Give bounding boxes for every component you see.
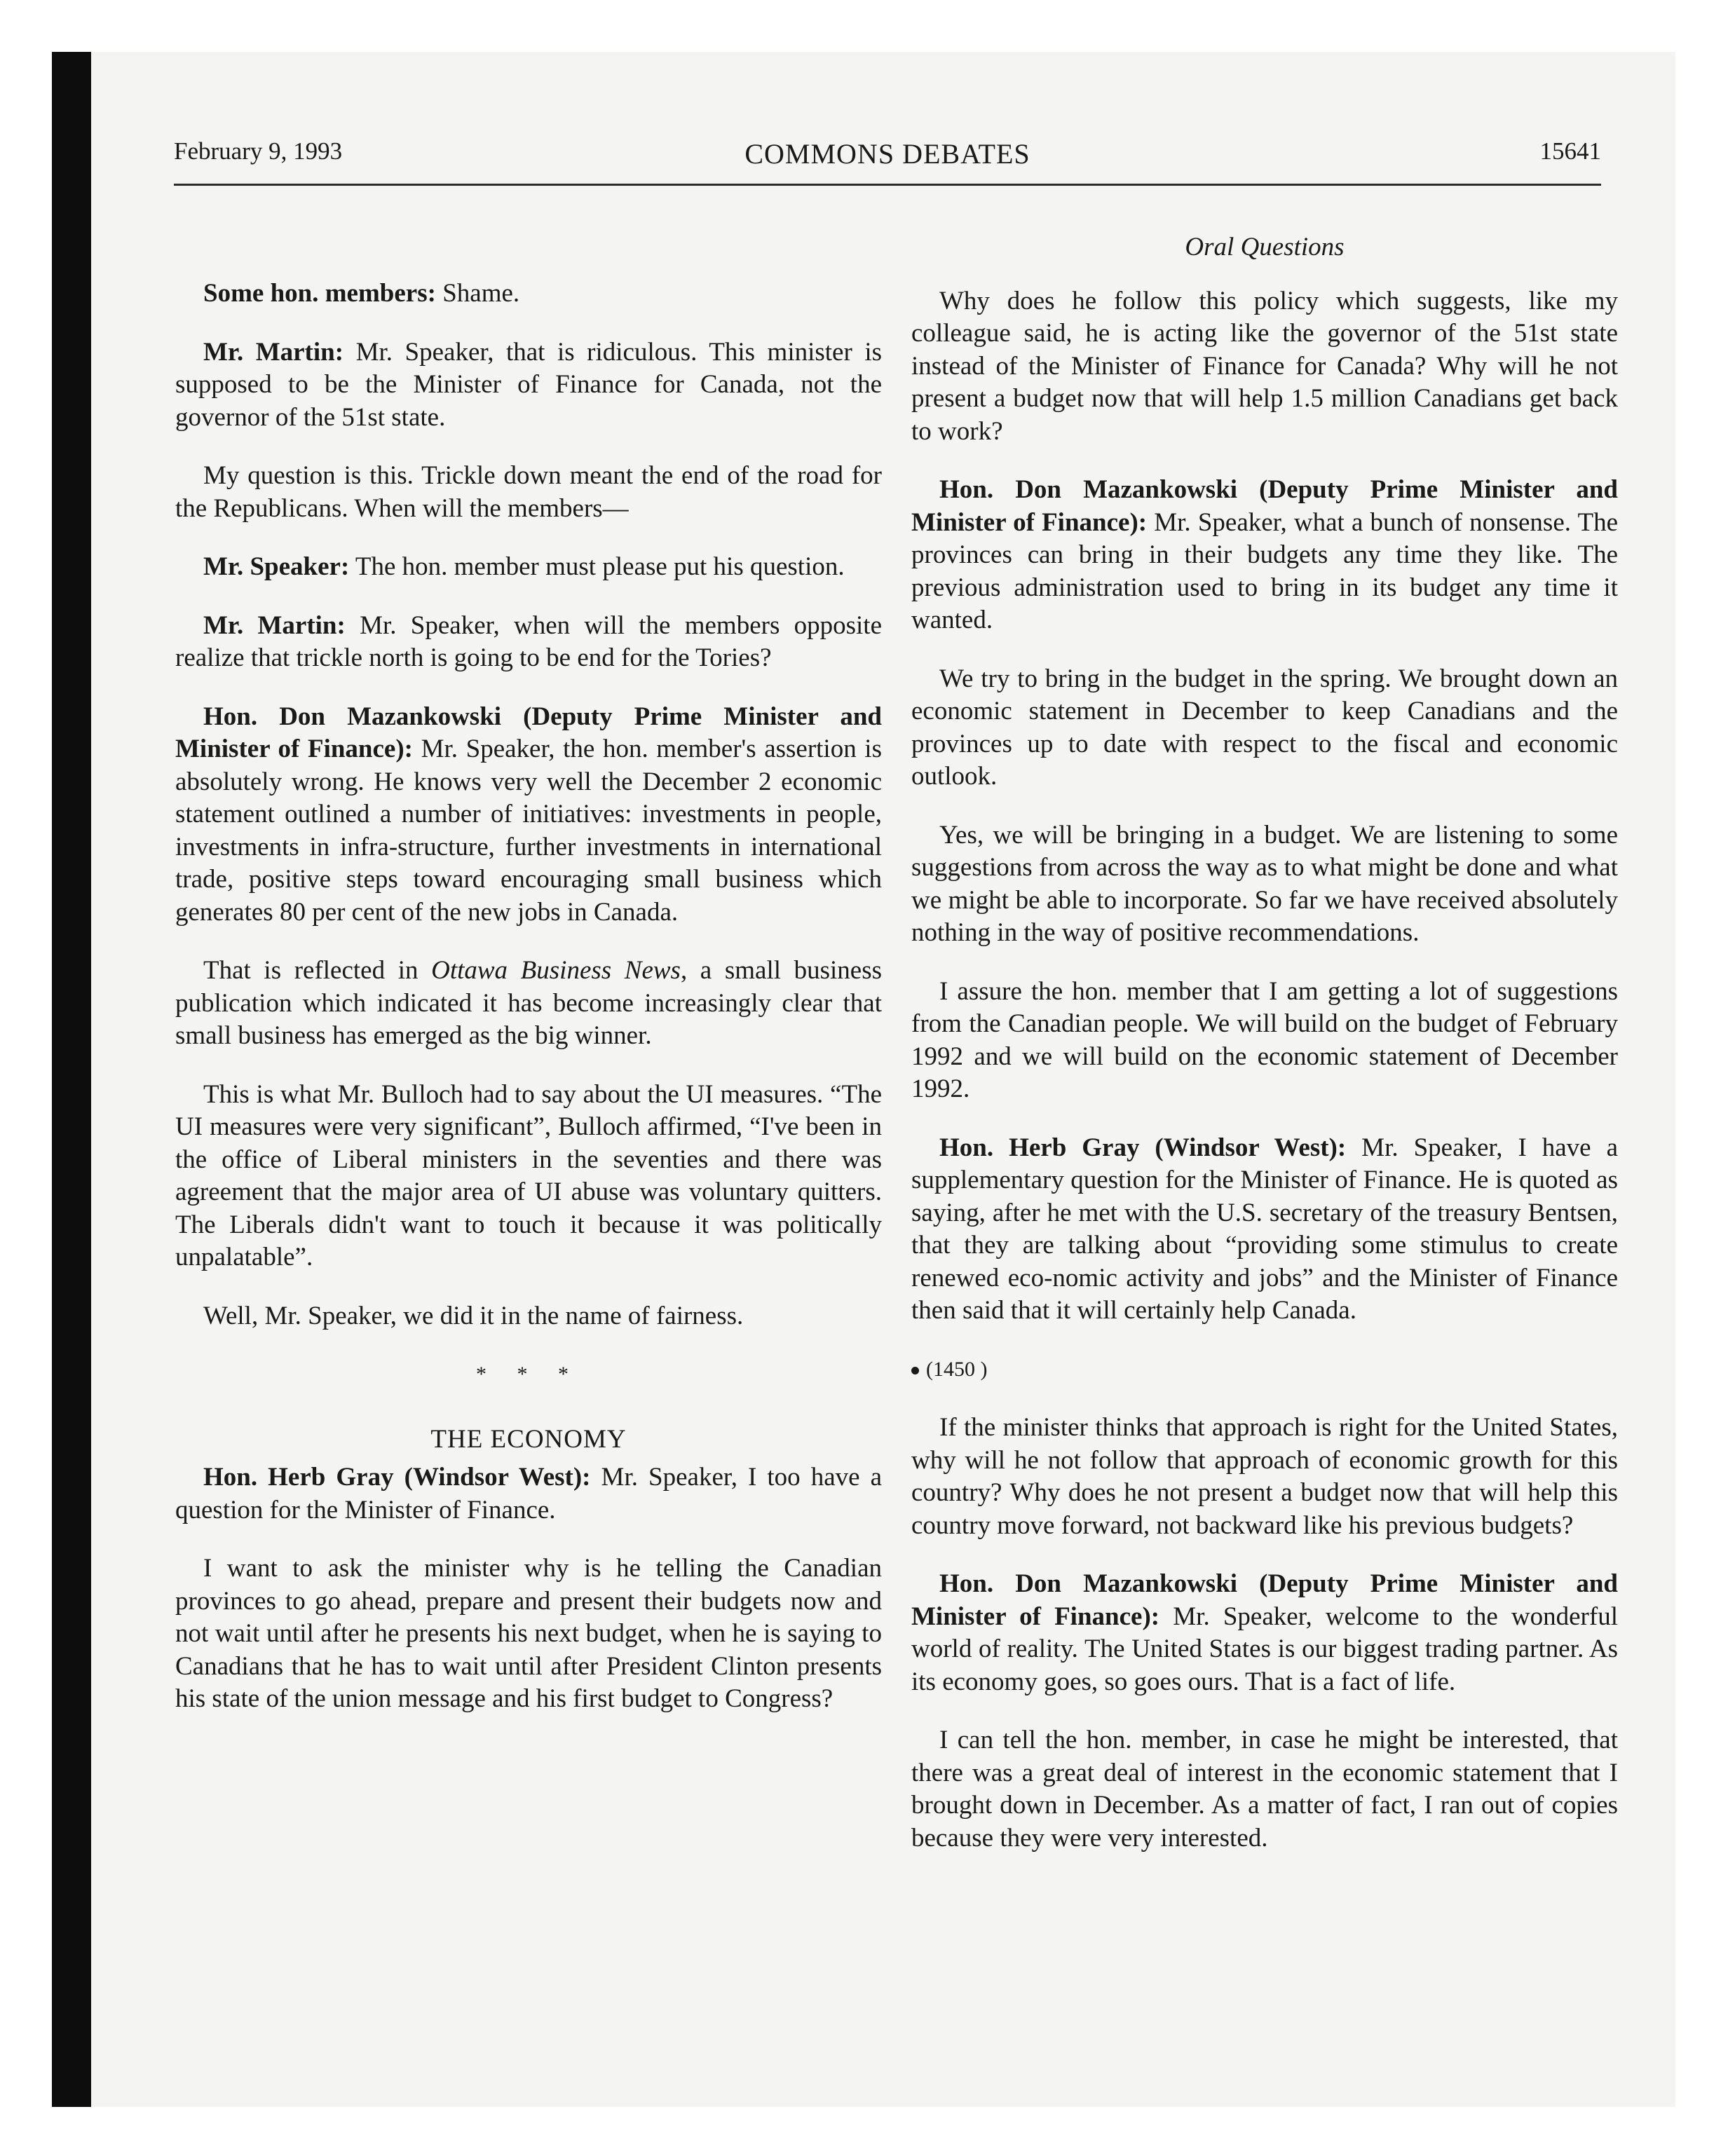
speech-text: Shame. xyxy=(435,279,520,308)
paragraph: Well, Mr. Speaker, we did it in the name of fairness. xyxy=(203,1301,744,1330)
speech-text: Mr. Speaker, welcome to the wonderful world of reality. The United States is our biggest trading partner. As its economy goes, so goes ours. That is a fact of life. xyxy=(911,1602,1618,1696)
speaker-name: Some hon. members: xyxy=(203,279,436,308)
running-section-label: Oral Questions xyxy=(1185,233,1345,261)
bullet-icon xyxy=(911,1367,919,1374)
speech-text: Mr. Speaker, that is ridiculous. This minister is supposed to be the Minister of Finance for Canada, not the governor of the 51st state. xyxy=(175,337,882,432)
header-title: COMMONS DEBATES xyxy=(744,138,1030,170)
speech-text: Mr. Speaker, the hon. member's assertion is absolutely wrong. He knows very well the December 2 economic statement outlined a number of initiatives: investments in people, investments in infra-structure, further investments in international trade, positive steps toward encouraging small business which generates 80 per cent of the new jobs in Canada. xyxy=(175,735,882,927)
paragraph: We try to bring in the budget in the spring. We brought down an economic statement in December to keep Canadians and the provinces up to date with respect to the fiscal and economic outlook. xyxy=(911,664,1618,791)
section-heading: THE ECONOMY xyxy=(430,1424,627,1454)
left-column xyxy=(175,278,882,1742)
speech-text: Mr. Speaker, I have a supplementary question for the Minister of Finance. He is quoted as saying, after he met with the U.S. secretary of the treasury Bentsen, that they are talking about “providing some stimulus to create renewed eco-nomic activity and jobs” and the Minister of Finance then said that it will certainly help Canada. xyxy=(911,1133,1618,1325)
section-separator: * * * xyxy=(476,1363,581,1386)
speaker-name: Hon. Don Mazankowski (Deputy Prime Minister and Minister of Finance): xyxy=(175,702,882,763)
speaker-name: Hon. Don Mazankowski (Deputy Prime Minister and Minister of Finance): xyxy=(911,475,1618,537)
speech-text: The hon. member must please put his question. xyxy=(349,552,845,581)
speech-text: Mr. Speaker, when will the members opposite realize that trickle north is going to be end for the Tories? xyxy=(175,610,883,672)
paragraph xyxy=(175,955,882,1053)
header-date: February 9, 1993 xyxy=(174,137,343,165)
paragraph xyxy=(911,1132,1618,1328)
paragraph xyxy=(175,701,882,929)
paragraph: Why does he follow this policy which suggests, like my colleague said, he is acting like the governor of the 51st state instead of the Minister of Finance for Canada? Why will he not present a budget now that will help 1.5 million Canadians get back to work? xyxy=(911,286,1618,446)
paragraph: This is what Mr. Bulloch had to say about the UI measures. “The UI measures were very significant”, Bulloch affirmed, “I've been in the office of Liberal ministers in the seventies and there was agreement that the major area of UI abuse was voluntary quitters. The Liberals didn't want to touch it because it was politically unpalatable”. xyxy=(175,1079,882,1271)
page-header xyxy=(174,137,1601,186)
paragraph xyxy=(175,278,882,311)
paragraph xyxy=(175,610,882,675)
time-marker xyxy=(911,1353,1618,1386)
paragraph: I want to ask the minister why is he telling the Canadian provinces to go ahead, prepare and present their budgets now and not wait until after he presents his next budget, when he is saying to Canadians that he has to wait until after President Clinton presents his state of the union message and his first budget to Congress? xyxy=(175,1554,882,1713)
paragraph: I can tell the hon. member, in case he might be interested, that there was a great deal of interest in the economic statement that I brought down in December. As a matter of fact, I ran out of copies because they were very interested. xyxy=(911,1726,1618,1853)
paragraph: If the minister thinks that approach is right for the United States, why will he not follow that approach of economic growth for this country? Why does he not present a budget now that will help this country move forward, not backward like his previous budgets? xyxy=(911,1413,1618,1540)
paragraph: I assure the hon. member that I am getting a lot of suggestions from the Canadian people. We will build on the budget of February 1992 and we will build on the economic statement of December 1992. xyxy=(911,976,1618,1103)
speech-text: , a small business publication which indicated it has become increasingly clear that small business has emerged as the big winner. xyxy=(175,956,883,1050)
paragraph xyxy=(175,551,882,584)
publication-title: Ottawa Business News xyxy=(431,956,681,985)
scan-edge-bar xyxy=(52,52,91,2107)
speech-text: Mr. Speaker, what a bunch of nonsense. The provinces can bring in their budgets any time they like. The previous administration used to bring in its budget any time it wanted. xyxy=(911,507,1618,634)
speaker-name: Hon. Herb Gray (Windsor West): xyxy=(203,1463,591,1492)
paragraph: Yes, we will be bringing in a budget. We are listening to some suggestions from across the way as to what might be done and what we might be able to incorporate. So far we have received absolutely nothing in the way of positive recommendations. xyxy=(911,820,1618,947)
speech-text: Mr. Speaker, I too have a question for the Minister of Finance. xyxy=(175,1463,883,1524)
right-column xyxy=(911,231,1618,1881)
time-text: (1450 ) xyxy=(926,1357,988,1381)
speaker-name: Mr. Martin: xyxy=(203,610,346,640)
page-number: 15641 xyxy=(1539,137,1601,165)
speech-text: That is reflected in xyxy=(203,956,432,985)
paragraph xyxy=(911,1568,1618,1698)
header-rule xyxy=(174,184,1601,186)
speaker-name: Hon. Don Mazankowski (Deputy Prime Minister and Minister of Finance): xyxy=(911,1569,1618,1631)
speaker-name: Mr. Martin: xyxy=(203,337,344,367)
paragraph xyxy=(175,1461,882,1527)
speaker-name: Mr. Speaker: xyxy=(203,552,350,581)
paragraph xyxy=(175,336,882,435)
paragraph xyxy=(911,474,1618,637)
paragraph: My question is this. Trickle down meant the end of the road for the Republicans. When will the members— xyxy=(175,461,882,523)
speaker-name: Hon. Herb Gray (Windsor West): xyxy=(939,1133,1347,1162)
